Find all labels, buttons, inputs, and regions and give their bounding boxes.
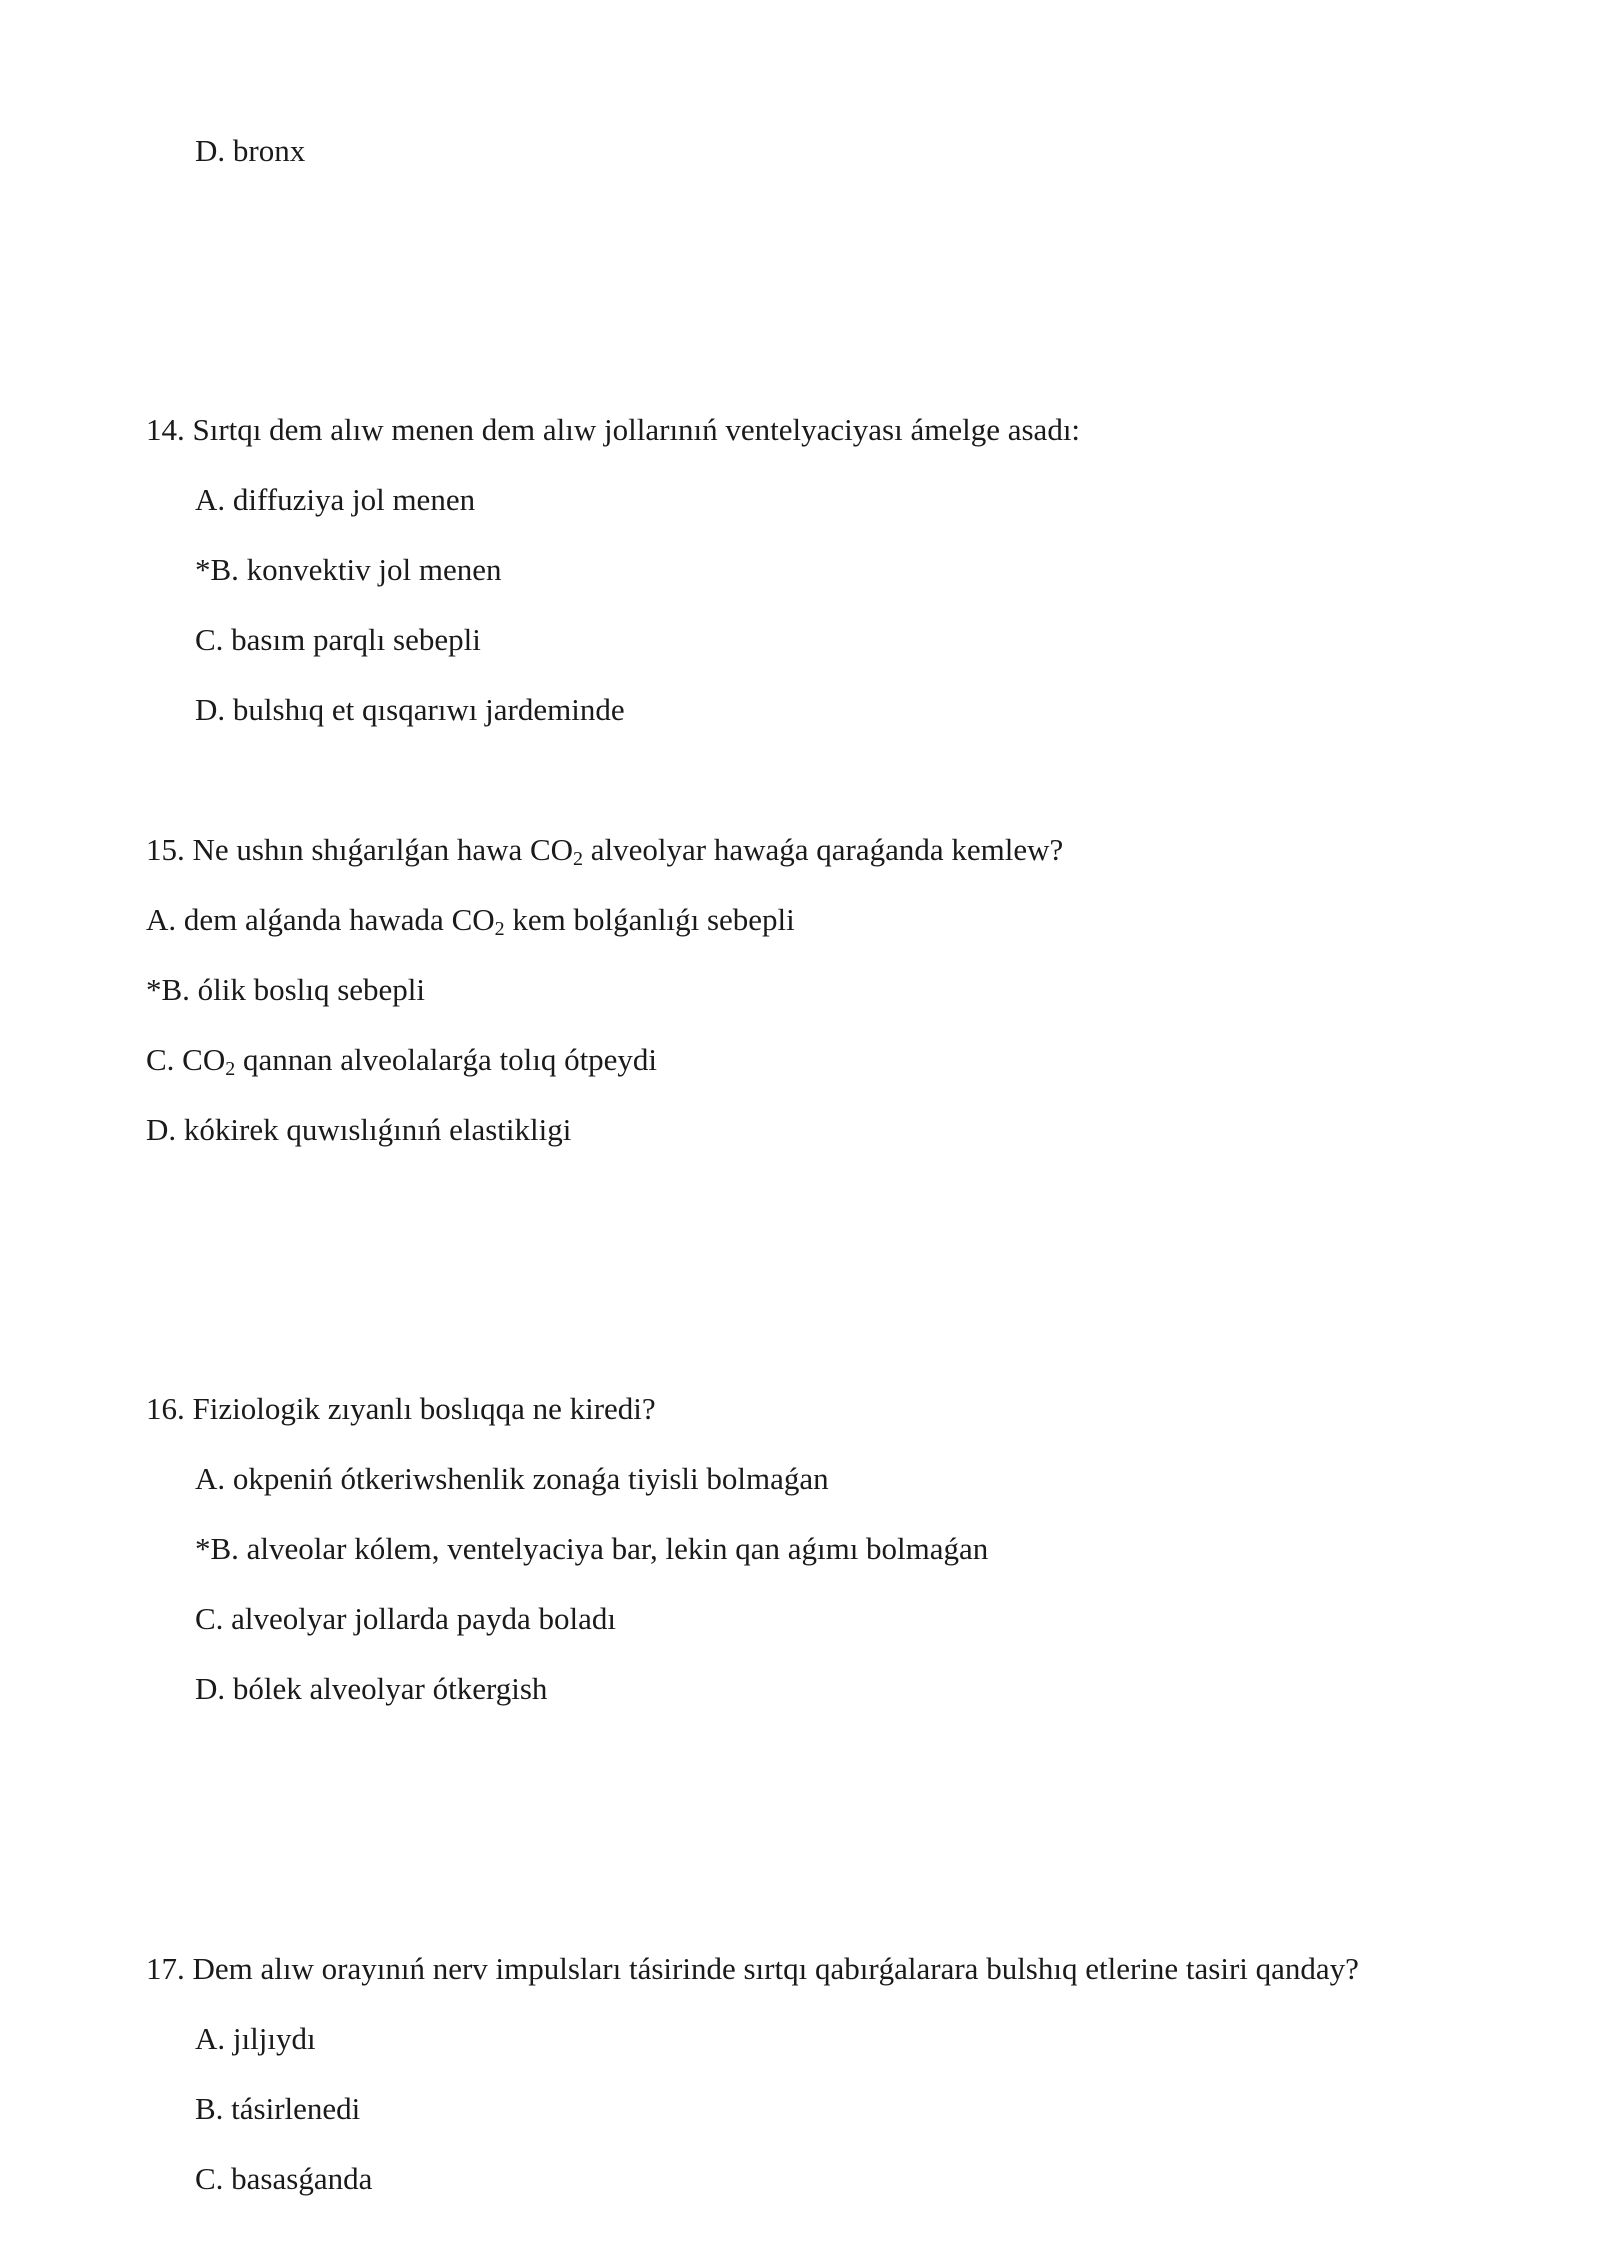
question-14-option-d: D. bulshıq et qısqarıwı jardeminde [195, 692, 625, 727]
question-14-option-b: *B. konvektiv jol menen [195, 552, 502, 587]
question-17-option-a: A. jıljıydı [195, 2021, 316, 2056]
question-16-option-a: A. okpeniń ótkeriwshenlik zonaǵa tiyisli bolmaǵan [195, 1461, 829, 1496]
question-16-option-b: *B. alveolar kólem, ventelyaciya bar, lekin qan aǵımı bolmaǵan [195, 1531, 989, 1566]
question-15-title-part1: 15. Ne ushın shıǵarılǵan hawa CO [146, 832, 574, 867]
question-15-option-d: D. kókirek quwıslıǵınıń elastikligi [146, 1112, 572, 1147]
question-16-title: 16. Fiziologik zıyanlı boslıqqa ne kiredi? [146, 1391, 656, 1426]
question-17-title: 17. Dem alıw orayınıń nerv impulsları tásirinde sırtqı qabırǵalarara bulshıq etlerine tasiri qanday? [146, 1951, 1359, 1986]
question-15-option-a-part1: A. dem alǵanda hawada CO [146, 902, 495, 937]
question-15-title-subscript: 2 [573, 848, 584, 870]
question-15-title [146, 830, 1063, 870]
question-15-option-c-subscript: 2 [225, 1058, 236, 1080]
question-15-option-c-part2: qannan alveolalarǵa tolıq ótpeydi [235, 1042, 658, 1077]
question-15-option-a-subscript: 2 [494, 918, 505, 940]
question-15-option-c-part1: C. CO [146, 1042, 226, 1077]
question-17-option-c: C. basasǵanda [195, 2161, 373, 2196]
question-15-option-a-part2: kem bolǵanlıǵı sebepli [504, 902, 795, 937]
question-15-title-part2: alveolyar hawaǵa qaraǵanda kemlew? [583, 832, 1064, 867]
question-15-option-b: *B. ólik boslıq sebepli [146, 972, 425, 1007]
question-16-option-c: C. alveolyar jollarda payda boladı [195, 1601, 616, 1636]
prev-option-d: D. bronx [195, 133, 306, 168]
question-14-option-a: A. diffuziya jol menen [195, 482, 476, 517]
question-14-option-c: C. basım parqlı sebepli [195, 622, 481, 657]
question-15-option-a [146, 900, 795, 940]
question-15-option-c [146, 1040, 657, 1080]
question-14-title: 14. Sırtqı dem alıw menen dem alıw jollarınıń ventelyaciyası ámelge asadı: [146, 412, 1081, 447]
question-17-option-b: B. tásirlenedi [195, 2091, 361, 2126]
question-16-option-d: D. bólek alveolyar ótkergish [195, 1671, 548, 1706]
